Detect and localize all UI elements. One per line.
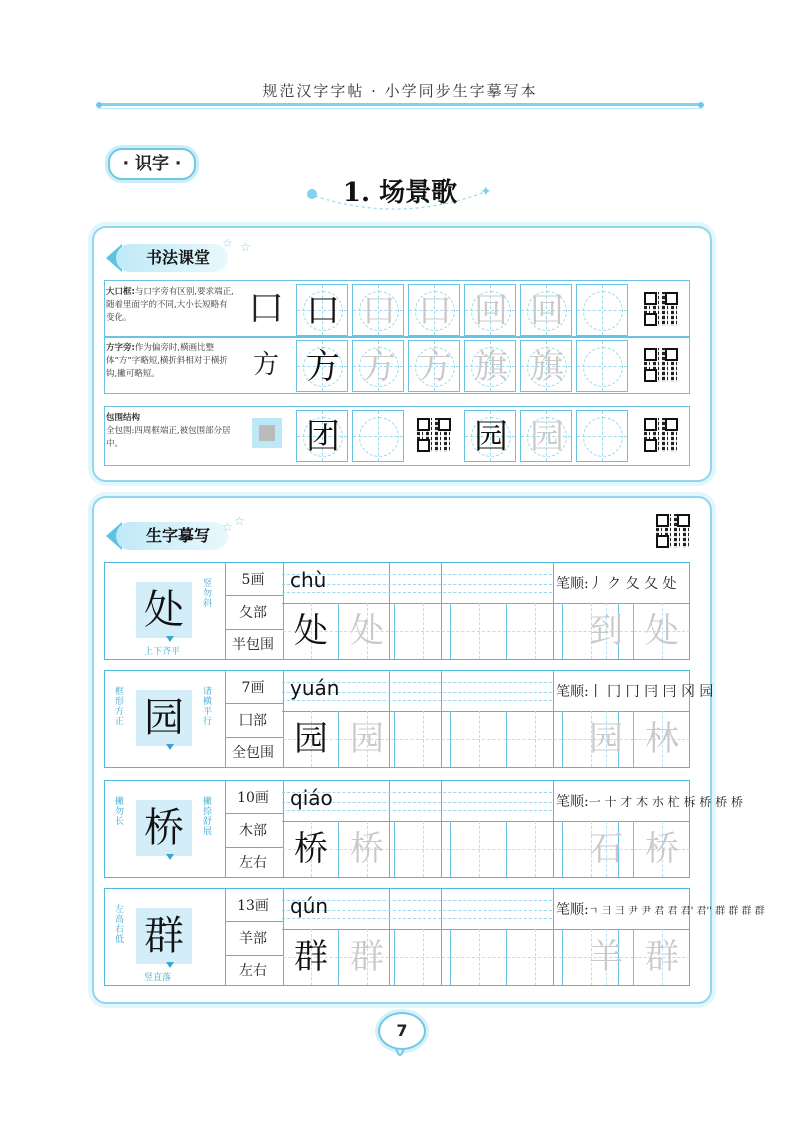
calligraphy-description [106,412,236,451]
header-dot-left [96,102,102,108]
practice-grid-cell[interactable] [576,410,628,462]
practice-grid-cell[interactable] [352,410,404,462]
practice-cell[interactable] [283,929,339,985]
enclosure-inner-icon [259,425,275,441]
practice-cell[interactable] [339,603,395,659]
word-cell[interactable] [634,929,690,985]
stroke-order-sequence: ㄱ ⺕ ⺕ 尹 尹 君 君 君' 君'' 群 群 群 群 [588,906,765,917]
calligraphy-description [106,342,236,381]
stroke-order [556,573,677,593]
star-icon: ☆ [222,520,233,534]
practice-grid-cell[interactable] [352,284,404,336]
practice-grid-cell[interactable] [576,340,628,392]
qr-code-icon[interactable] [644,348,678,382]
radical: 囗部 [239,713,267,729]
word-char: 园 [589,719,623,759]
practice-char: 处 [350,611,384,651]
practice-grid-cell[interactable] [464,340,516,392]
word-cell[interactable] [634,603,690,659]
practice-cell[interactable] [395,603,451,659]
practice-char: 处 [294,611,328,651]
word-char: 羊 [589,937,623,977]
pinyin-guide-line [282,918,552,919]
stroke-order-sequence: 丨 冂 冂 冃 冃 冈 园 [588,684,714,700]
stroke-order-label: 笔顺: [556,794,589,810]
info-divider [225,847,283,848]
stroke-order-label: 笔顺: [556,684,589,700]
practice-char: 园 [530,417,564,457]
qr-code-icon[interactable] [656,514,690,548]
pinyin-guide-line [282,592,552,593]
practice-grid-cell[interactable] [296,410,348,462]
structure-hint-left: 框形方正 [113,686,123,726]
info-divider [225,813,283,814]
practice-char: 口 [362,291,396,331]
header-rule-thin [98,108,702,109]
practice-grid-cell[interactable] [408,340,460,392]
practice-cell[interactable] [507,711,563,767]
pinyin: qiáo [290,786,333,810]
stroke-order-sequence: 丿 ク 夂 夂 处 [588,576,677,592]
page-number: 7 [378,1012,426,1050]
practice-cell[interactable] [283,603,339,659]
word-char: 群 [645,937,679,977]
info-divider [225,955,283,956]
word-cell[interactable] [578,603,634,659]
practice-char: 群 [294,937,328,977]
pinyin: chù [290,568,327,592]
practice-grid-cell[interactable] [576,284,628,336]
stroke-arrow-icon [166,636,174,642]
practice-char [577,411,629,463]
practice-char [353,411,405,463]
practice-char: 旗 [530,347,564,387]
calligraphy-text: 全包围:四周框端正,被包围部分居中。 [106,426,231,449]
stroke-count: 10画 [237,790,269,806]
practice-cell[interactable] [339,929,395,985]
practice-char: 桥 [294,829,328,869]
structure-hint-left: 左高右低 [113,904,123,944]
calligraphy-title: 大口框: [106,287,135,297]
pinyin-guide-line [282,700,552,701]
info-divider [225,921,283,922]
section-tag: · 识字 · [108,148,196,180]
practice-cell[interactable] [507,929,563,985]
practice-cell[interactable] [451,603,507,659]
practice-char: 群 [350,937,384,977]
qr-code-icon[interactable] [417,418,451,452]
word-cell[interactable] [578,821,634,877]
practice-char: 园 [294,719,328,759]
stroke-arrow-icon [166,962,174,968]
enclosure-structure-icon [252,418,282,448]
practice-char: 方 [418,347,452,387]
practice-cell[interactable] [451,821,507,877]
word-cell[interactable] [634,711,690,767]
calligraphy-example-char: 方 [252,350,279,380]
star-icon: ☆ [240,240,251,254]
practice-grid-cell[interactable] [520,410,572,462]
structure-type: 左右 [239,855,267,871]
structure-hint-left: 撇勿长 [113,796,123,826]
practice-cell[interactable] [339,711,395,767]
practice-char: 回 [474,291,508,331]
model-character: 群 [136,908,192,964]
radical: 木部 [239,823,267,839]
practice-grid-cell[interactable] [296,284,348,336]
stroke-arrow-icon [166,854,174,860]
practice-cell[interactable] [395,711,451,767]
practice-cell[interactable] [507,821,563,877]
stroke-order-sequence: 一 十 才 木 朩 杧 柝 桥 桥 桥 [588,795,744,809]
info-divider [225,703,283,704]
structure-hint-bottom: 竖直落 [144,973,172,983]
info-divider [225,595,283,596]
word-cell[interactable] [634,821,690,877]
stroke-order [556,791,743,811]
practice-cell[interactable] [283,711,339,767]
structure-hint-right: 竖勿斜 [201,578,211,608]
practice-grid-cell[interactable] [520,284,572,336]
structure-hint-right: 诸横平行 [201,686,211,726]
stroke-order-label: 笔顺: [556,902,589,918]
word-char: 石 [589,829,623,869]
qr-code-icon[interactable] [644,292,678,326]
word-cell[interactable] [578,929,634,985]
word-char: 处 [645,611,679,651]
pinyin-guide-line [282,810,552,811]
structure-type: 半包围 [232,637,274,653]
stroke-count: 7画 [241,680,265,696]
info-divider [225,629,283,630]
word-char: 林 [645,719,679,759]
calligraphy-text: 作为偏旁时,横画比整体“方”字略短,横折斜相对于横折钩,撇可略短。 [106,343,228,379]
info-divider [225,737,283,738]
practice-char: 口 [306,291,340,331]
practice-grid-cell[interactable] [464,284,516,336]
practice-char: 桥 [350,829,384,869]
model-character: 桥 [136,800,192,856]
calligraphy-title: 包围结构 [106,413,141,423]
practice-char: 方 [362,347,396,387]
practice-cell[interactable] [451,929,507,985]
practice-char: 园 [350,719,384,759]
practice-cell[interactable] [395,821,451,877]
calligraphy-description [106,286,236,325]
structure-type: 全包围 [232,745,274,761]
star-icon: ☆ [234,514,245,528]
running-header: 规范汉字字帖 · 小学同步生字摹写本 [262,82,538,100]
practice-char: 团 [306,417,340,457]
writing-section-label: 生字摹写 [116,522,228,550]
calligraphy-title: 方字旁: [106,343,135,353]
calligraphy-text: 与口字旁有区别,要求端正,随着里面字的不同,大小长短略有变化。 [106,287,234,323]
svg-text:✦: ✦ [480,184,492,200]
practice-char: 园 [474,417,508,457]
practice-char: 方 [306,347,340,387]
pinyin: yuán [290,676,340,700]
radical: 夂部 [239,605,267,621]
word-char: 桥 [645,829,679,869]
practice-grid-cell[interactable] [352,340,404,392]
stroke-count: 5画 [241,572,265,588]
qr-code-icon[interactable] [644,418,678,452]
practice-char: 旗 [474,347,508,387]
practice-cell[interactable] [283,821,339,877]
practice-cell[interactable] [507,603,563,659]
header-dot-right [698,102,704,108]
stroke-order [556,899,765,919]
practice-cell[interactable] [339,821,395,877]
practice-char [577,285,629,337]
model-character: 园 [136,690,192,746]
practice-grid-cell[interactable] [464,410,516,462]
header-rule [98,103,702,106]
word-char: 到 [589,611,623,651]
practice-grid-cell[interactable] [408,284,460,336]
practice-cell[interactable] [395,929,451,985]
stroke-order [556,681,713,701]
pinyin: qún [290,894,329,918]
practice-grid-cell[interactable] [520,340,572,392]
practice-char [577,341,629,393]
star-icon: ☆ [222,236,233,250]
page-number-tail-icon [390,1048,410,1062]
practice-char: 回 [530,291,564,331]
practice-char: 口 [418,291,452,331]
lesson-title: 1. 场景歌 [342,178,458,208]
practice-grid-cell[interactable] [296,340,348,392]
model-character: 处 [136,582,192,638]
stroke-order-label: 笔顺: [556,576,589,592]
stroke-count: 13画 [237,898,269,914]
structure-type: 左右 [239,963,267,979]
calligraphy-example-char: 口 [247,288,284,329]
calligraphy-section-label: 书法课堂 [116,244,228,272]
practice-cell[interactable] [451,711,507,767]
radical: 羊部 [239,931,267,947]
structure-hint-bottom: 上下齐平 [144,647,181,657]
stroke-arrow-icon [166,744,174,750]
word-cell[interactable] [578,711,634,767]
structure-hint-right: 撇捺舒展 [201,796,211,836]
